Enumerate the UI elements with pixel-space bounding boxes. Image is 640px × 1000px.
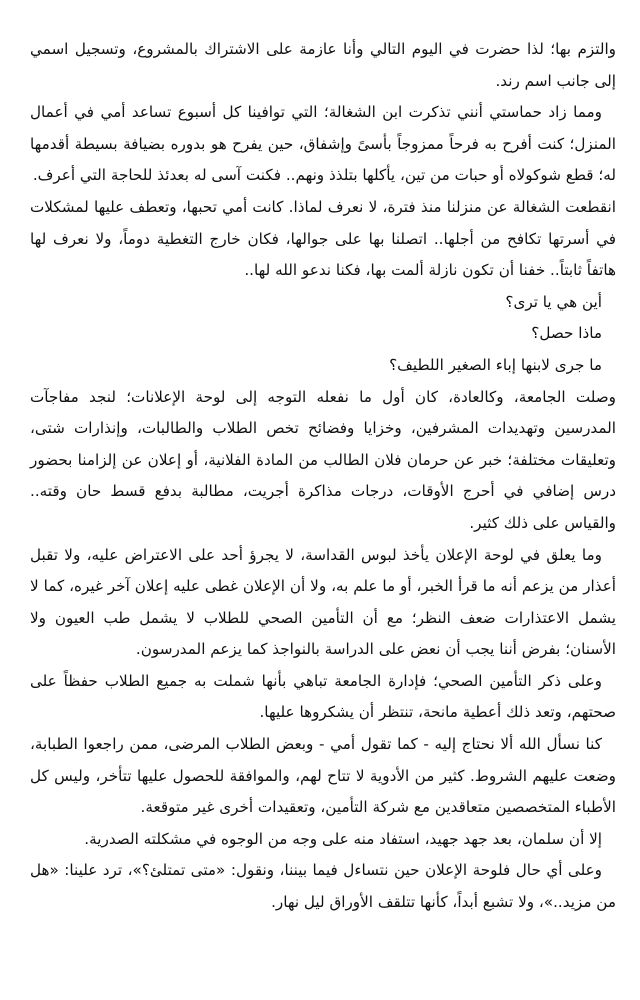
paragraph-6: ما جرى لابنها إباء الصغير اللطيف؟ (389, 355, 602, 374)
paragraph-3: انقطعت الشغالة عن منزلنا منذ فترة، لا نعرف لماذا. كانت أمي تحبها، وتعطف عليها لمشكلات في أسرتها تكافح من أجلها.. اتصلنا بها على جوالها، فكان خارج التغطية دوماً، ولا نعرف لها هاتفاً ثابتاً.. خفنا أن تكون نازلة ألمت بها، فكنا ندعو الله لها.. (30, 197, 616, 280)
paragraph-2: ومما زاد حماستي أنني تذكرت ابن الشغالة؛ التي توافينا كل أسبوع تساعد أمي في أعمال المنزل؛ كنت أفرح به فرحاً ممزوجاً بأسىً وإشفاق، حين يفرح هو بدوره بضيافة بسيطة أقدمها له؛ قطع شوكولاه أو حبات من تين، يأكلها بتلذذ ونهم.. فكنت آسى له بعدئذ للحاجة التي أعرف. (30, 103, 616, 185)
paragraph-7: وصلت الجامعة، وكالعادة، كان أول ما نفعله التوجه إلى لوحة الإعلانات؛ لنجد مفاجآت المدرسين وتهديدات المشرفين، وخزايا وفضائح تخص الطلاب والطالبات، وإنذارات شتى، وتعليقات مختلفة؛ خبر عن حرمان فلان الطالب من المادة الفلانية، أو إعلان عن إلزامنا بحضور درس إضافي في أحرج الأوقات، درجات مذاكرة أجريت، مطالبة بدفع قسط حان وقته.. والقياس على ذلك كثير. (30, 387, 616, 532)
paragraph-8: وما يعلق في لوحة الإعلان يأخذ لبوس القداسة، لا يجرؤ أحد على الاعتراض عليه، ولا تقبل أعذار من يزعم أنه ما قرأ الخبر، أو ما علم به، ولا أن الإعلان غطى عليه إعلان آخر غيره، كما لا يشمل الاعتذارات ضعف النظر؛ مع أن التأمين الصحي للطلاب لا يشمل طب العيون ولا الأسنان؛ بفرض أننا يجب أن نعض على الدراسة بالنواجذ كما يزعم المدرسون. (30, 545, 616, 659)
paragraph-1: والتزم بها؛ لذا حضرت في اليوم التالي وأنا عازمة على الاشتراك بالمشروع، وتسجيل اسمي إلى جانب اسم رند. (30, 40, 616, 90)
paragraph-12: وعلى أي حال فلوحة الإعلان حين نتساءل فيما بيننا، ونقول: «متى تمتلئ؟»، ترد علينا: «هل من مزيد..»، ولا تشبع أبداً، كأنها تتلقف الأوراق ليل نهار. (30, 861, 616, 912)
paragraph-10: كنا نسأل الله ألا نحتاج إليه - كما تقول أمي - وبعض الطلاب المرضى، ممن راجعوا الطبابة، وضعت عليهم الشروط. كثير من الأدوية لا تتاح لهم، والموافقة للحصول عليها تتأخر، وليس كل الأطباء المتخصصين متعاقدين مع شركة التأمين، وتعقيدات أخرى غير متوقعة. (30, 735, 616, 817)
paragraph-11: إلا أن سلمان، بعد جهد جهيد، استفاد منه على وجه من الوجوه في مشكلته الصدرية. (84, 829, 602, 848)
paragraph-5: ماذا حصل؟ (531, 324, 602, 343)
paragraph-9: وعلى ذكر التأمين الصحي؛ فإدارة الجامعة تباهي بأنها شملت به جميع الطلاب حفظاً على صحتهم، وتعد ذلك أعطية مانحة، تنتظر أن يشكروها عليها. (30, 671, 616, 722)
paragraph-4: أين هي يا ترى؟ (505, 292, 602, 311)
document-body (30, 34, 616, 919)
